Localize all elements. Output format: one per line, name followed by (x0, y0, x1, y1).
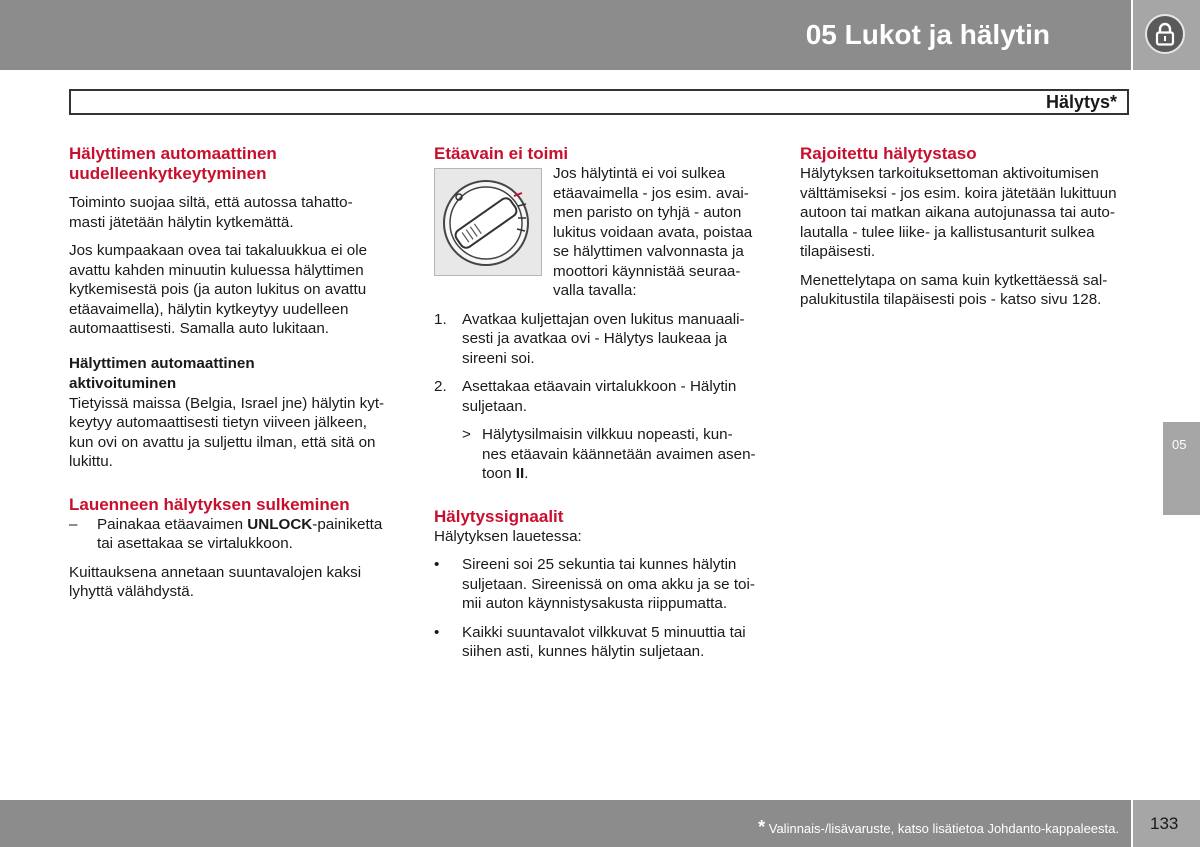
ignition-switch-illustration (434, 168, 542, 276)
bullet-marker: • (434, 556, 440, 573)
sub-step-text: Hälytysilmaisin vilkkuu nopeasti, kun- nes etäavain käännetään avaimen asen- toon II. (482, 426, 756, 482)
paragraph: Kuittauksena annetaan suuntavalojen kaksi lyhyttä välähdystä. (69, 563, 362, 600)
heading-alarm-signals: Hälytyssignaalit (434, 506, 564, 526)
footer-note: * Valinnais-/lisävaruste, katso lisätietoa Johdanto-kappaleesta. (758, 817, 1119, 837)
page-number: 133 (1150, 814, 1179, 833)
column-2 (434, 144, 779, 662)
step-number: 2. (434, 378, 447, 395)
heading-auto-relock: Hälyttimen automaattinen uudelleenkytkeytyminen (69, 144, 277, 183)
dash-list-item (69, 515, 414, 554)
paragraph: Toiminto suojaa siltä, että autossa tahatto- masti jätetään hälytin kytkemättä. (69, 194, 353, 231)
heading-turn-off-alarm: Lauenneen hälytyksen sulkeminen (69, 494, 350, 514)
paragraph: Jos kumpaakaan ovea tai takaluukkua ei ole avattu kahden minuutin kuluessa hälyttimen kytkemisestä pois (ja auton lukitus on avattu etäavaimella), hälytin kytkeytyy uudelleen automaattisesti. Samalla auto lukitaan. (69, 242, 368, 337)
numbered-step (434, 310, 779, 369)
step-text: Asettakaa etäavain virtalukkoon - Hälytin suljetaan. (462, 378, 737, 415)
bullet-text: Sireeni soi 25 sekuntia tai kunnes hälytin suljetaan. Sireenissä on oma akku ja se toi- mii auton käynnistysakusta riippumatta. (462, 556, 755, 612)
key-position-label: II (515, 465, 525, 482)
sub-step (434, 425, 779, 484)
paragraph: Menettelytapa on sama kuin kytkettäessä sal- palukitustila tilapäisesti pois - katso sivu 128. (800, 271, 1108, 308)
chapter-title: 05 Lukot ja hälytin (805, 19, 1050, 50)
bullet-item (434, 555, 779, 614)
step-number: 1. (434, 310, 447, 328)
lock-icon (1145, 14, 1185, 54)
asterisk: * (758, 817, 766, 837)
bullet-marker: • (434, 623, 440, 641)
paragraph: Hälytyksen tarkoituksettoman aktivoitumisen välttämiseksi - jos esim. koira jätetään lukittuun autoon tai matkan aikana autojunassa tai auto- lautalla - tulee liike- ja kallistusanturit sulkea tilapäisesti. (800, 165, 1117, 260)
heading-remote-not-working: Etäavain ei toimi (434, 144, 569, 163)
paragraph: Hälytyksen lauetessa: (434, 527, 582, 545)
side-tab-label: 05 (1172, 437, 1187, 452)
column-1 (69, 144, 414, 602)
heading-reduced-alarm-level: Rajoitettu hälytystaso (800, 144, 977, 163)
figure-caption-text: Jos hälytintä ei voi sulkea etäavaimella - jos esim. avai- men paristo on tyhjä - auton lukitus voidaan avata, poistaa se hälyttimen valvonnasta ja moottori käynnistää seuraa- valla tavalla: (553, 165, 753, 299)
section-title: Hälytys* (1045, 92, 1117, 112)
subheading-auto-activation: Hälyttimen automaattinen aktivoituminen (69, 354, 255, 392)
bullet-item (434, 623, 779, 662)
dash-marker: – (69, 515, 78, 533)
footer-bar (0, 800, 1131, 847)
sub-step-marker: > (462, 426, 471, 443)
list-item-text: Painakaa etäavaimen UNLOCK-painiketta tai asettakaa se virtalukkoon. (97, 515, 383, 552)
chapter-side-tab (1163, 422, 1200, 515)
page-number-box (1133, 800, 1200, 847)
chapter-icon-box (1133, 0, 1200, 70)
column-3 (800, 144, 1140, 310)
step-text: Avatkaa kuljettajan oven lukitus manuaali- sesti ja avatkaa ovi - Hälytys laukeaa ja sireeni soi. (462, 310, 745, 367)
header-bar (0, 0, 1131, 70)
section-title-box (69, 89, 1129, 115)
numbered-step (434, 377, 779, 416)
paragraph: Tietyissä maissa (Belgia, Israel jne) hälytin kyt- keytyy automaattisesti tietyn viiveen jälkeen, kun ovi on avattu ja suljettu ilman, että sitä on lukittu. (69, 394, 385, 470)
unlock-label: UNLOCK (247, 515, 313, 533)
bullet-text: Kaikki suuntavalot vilkkuvat 5 minuuttia tai siihen asti, kunnes hälytin suljetaan. (462, 623, 746, 660)
